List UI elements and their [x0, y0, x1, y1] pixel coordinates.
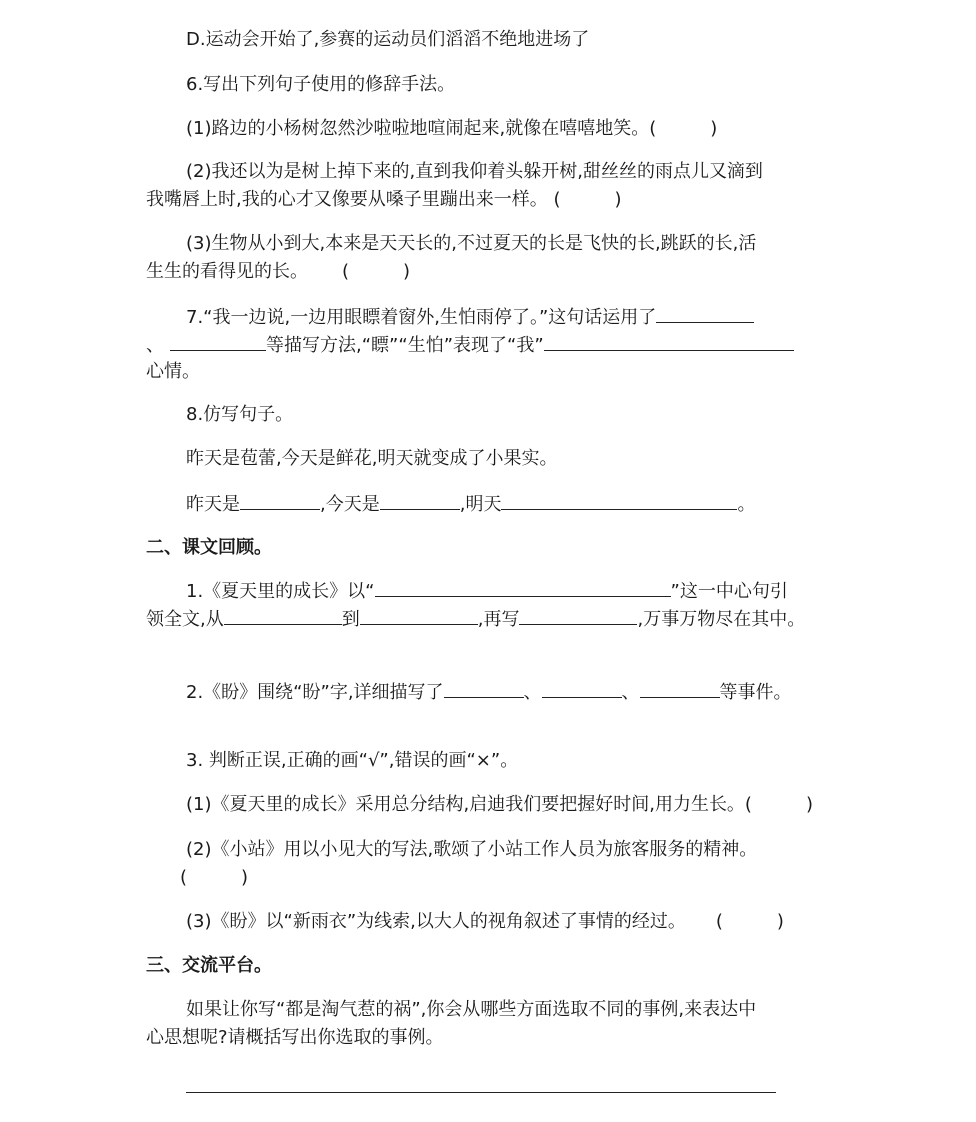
question-8-blank-2[interactable] — [380, 489, 460, 510]
section-2-q1-text-e: ,再写 — [477, 609, 520, 630]
section-2-q1-blank-2[interactable] — [224, 604, 342, 625]
section-2-q3-item-1-close: ) — [805, 794, 813, 815]
section-2-q2-sep-2: 、 — [621, 682, 640, 703]
question-6-item-3-open: ( — [342, 261, 350, 282]
question-8-blank-3[interactable] — [501, 489, 737, 510]
question-7-blank-2[interactable] — [170, 330, 266, 351]
section-2-q3-item-3-open: ( — [715, 911, 723, 932]
section-2-q2-blank-3[interactable] — [640, 677, 720, 698]
question-8-fill — [186, 489, 755, 519]
section-2-heading: 二、课文回顾。 — [146, 537, 272, 558]
question-6-item-1 — [186, 115, 717, 143]
section-2-q1-line-1 — [186, 576, 788, 606]
question-7-line-2 — [146, 330, 794, 360]
question-8-fill-c: ,明天 — [459, 494, 502, 515]
section-2-q3-item-3-text: (3)《盼》以“新雨衣”为线索,以大人的视角叙述了事情的经过。 — [186, 911, 686, 932]
question-6-item-2-line-1: (2)我还以为是树上掉下来的,直到我仰着头躲开树,甜丝丝的雨点儿又滴到 — [186, 161, 763, 182]
section-2-q1-text-f: ,万事万物尽在其中。 — [637, 609, 806, 630]
section-2-q3-title: 3. 判断正误,正确的画“√”,错误的画“×”。 — [186, 750, 519, 771]
question-8-fill-a: 昨天是 — [186, 494, 240, 515]
question-6-item-2-line-2 — [146, 186, 622, 214]
section-2-q3-item-3-close: ) — [776, 911, 784, 932]
question-7-line-3: 心情。 — [146, 361, 200, 382]
section-2-q2-sep-1: 、 — [523, 682, 542, 703]
question-7-line-1 — [186, 302, 754, 332]
section-2-q2-blank-2[interactable] — [542, 677, 622, 698]
question-6-item-1-text: (1)路边的小杨树忽然沙啦啦地喧闹起来,就像在嘻嘻地笑。( — [186, 118, 657, 139]
option-d: D.运动会开始了,参赛的运动员们滔滔不绝地进场了 — [186, 29, 590, 50]
section-2-q1-text-b: ”这一中心句引 — [670, 581, 788, 602]
section-2-q2-end: 等事件。 — [719, 682, 792, 703]
question-8-blank-1[interactable] — [240, 489, 320, 510]
section-3-prompt-line-2: 心思想呢?请概括写出你选取的事例。 — [146, 1027, 444, 1048]
section-2-q2-text: 2.《盼》围绕“盼”字,详细描写了 — [186, 682, 444, 703]
section-2-q1-text-a: 1.《夏天里的成长》以“ — [186, 581, 375, 602]
section-2-q1-blank-1[interactable] — [375, 576, 671, 597]
question-6-item-2-close: ) — [614, 189, 622, 210]
question-7-separator: 、 — [146, 335, 164, 356]
section-2-q3-item-1-text: (1)《夏天里的成长》采用总分结构,启迪我们要把握好时间,用力生长。( — [186, 794, 752, 815]
section-2-q3-item-2-parens — [180, 864, 248, 892]
section-2-q2 — [186, 677, 792, 707]
section-2-q3-item-1 — [186, 791, 813, 819]
question-7-blank-3[interactable] — [544, 330, 794, 351]
question-6-title: 6.写出下列句子使用的修辞手法。 — [186, 74, 456, 95]
section-2-q1-blank-4[interactable] — [519, 604, 637, 625]
section-2-q1-text-d: 到 — [341, 609, 360, 630]
question-8-fill-d: 。 — [737, 494, 756, 515]
section-3-answer-line[interactable] — [186, 1092, 776, 1093]
section-2-q3-item-2-open: ( — [180, 867, 188, 888]
question-6-item-2-text: 我嘴唇上时,我的心才又像要从嗓子里蹦出来一样。 ( — [146, 189, 561, 210]
section-2-q3-item-2: (2)《小站》用以小见大的写法,歌颂了小站工作人员为旅客服务的精神。 — [186, 839, 758, 860]
section-2-q2-blank-1[interactable] — [444, 677, 524, 698]
question-7-text-2: 等描写方法,“瞟”“生怕”表现了“我” — [266, 335, 544, 356]
section-3-heading: 三、交流平台。 — [146, 955, 272, 976]
section-2-q1-blank-3[interactable] — [360, 604, 478, 625]
question-6-item-1-close: ) — [710, 118, 718, 139]
question-8-fill-b: ,今天是 — [320, 494, 380, 515]
question-6-item-3-text: 生生的看得见的长。 — [146, 261, 308, 282]
question-6-item-3-line-1: (3)生物从小到大,本来是天天长的,不过夏天的长是飞快的长,跳跃的长,活 — [186, 233, 757, 254]
question-7-blank-1[interactable] — [656, 302, 754, 323]
section-2-q3-item-3 — [186, 908, 784, 936]
question-6-item-3-close: ) — [403, 261, 411, 282]
section-2-q1-text-c: 领全文,从 — [146, 609, 224, 630]
question-7-text-1: 7.“我一边说,一边用眼瞟着窗外,生怕雨停了。”这句话运用了 — [186, 307, 657, 328]
question-8-example: 昨天是苞蕾,今天是鲜花,明天就变成了小果实。 — [186, 448, 558, 469]
question-8-title: 8.仿写句子。 — [186, 404, 294, 425]
section-3-prompt-line-1: 如果让你写“都是淘气惹的祸”,你会从哪些方面选取不同的事例,来表达中 — [186, 999, 757, 1020]
section-2-q1-line-2 — [146, 604, 805, 634]
section-2-q3-item-2-close: ) — [241, 867, 249, 888]
question-6-item-3-line-2 — [146, 258, 410, 286]
